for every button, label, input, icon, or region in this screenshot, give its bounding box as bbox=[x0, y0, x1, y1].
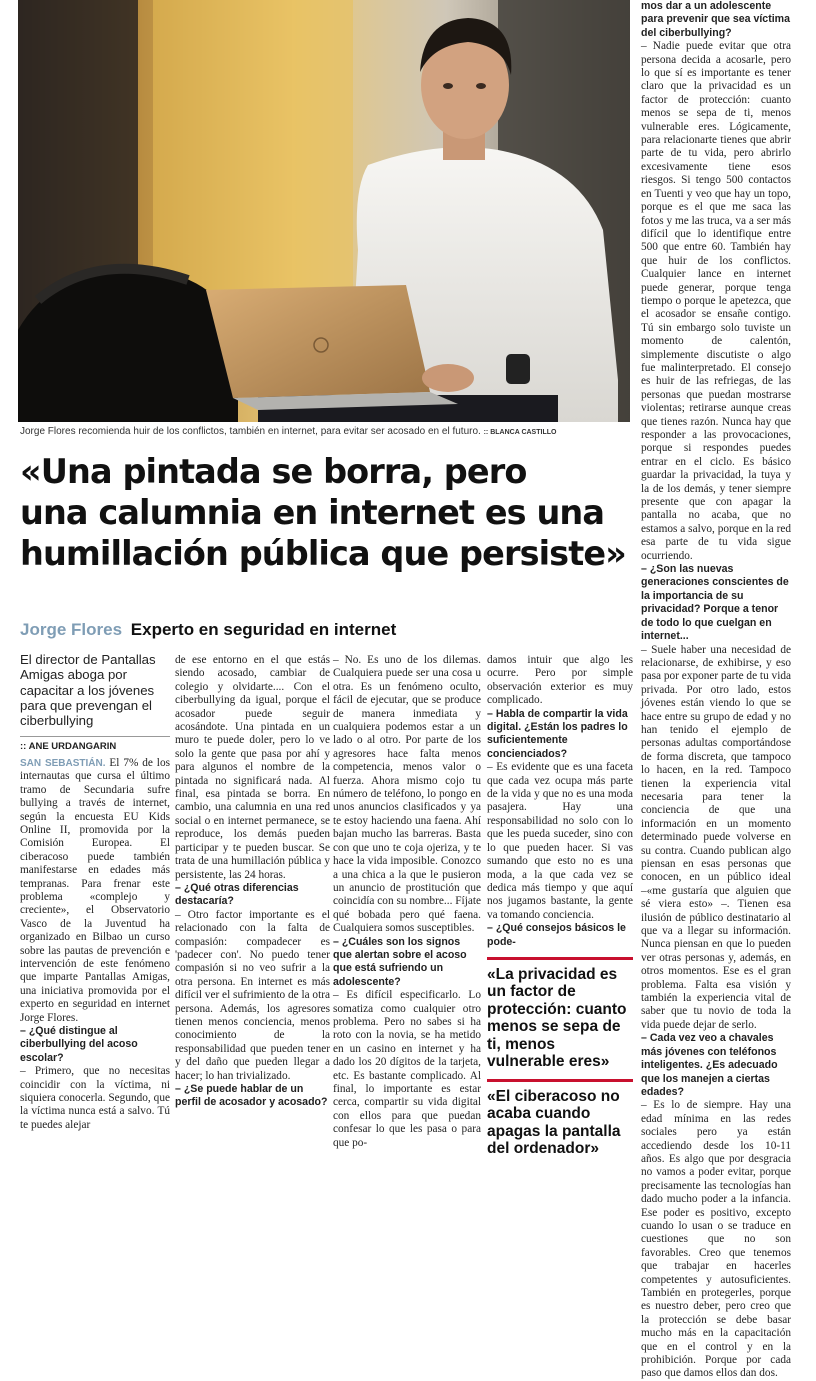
column-5 bbox=[641, 0, 791, 1381]
question: – ¿Cuáles son los signos que alertan sobre el acoso que está sufriendo un adolescente? bbox=[333, 935, 467, 988]
pull-quote: «El ciberacoso no acaba cuando apagas la pantalla del ordenador» bbox=[487, 1079, 633, 1158]
answer: – Suele haber una necesidad de relacionarse, de exhibirse, y eso pasa por exponer parte de tu vida privada. Por otro lado, estos jóvenes están viendo lo que se hace entre su grupo de edad y no han tenido el ejemplo de personas adultas comportándose de forma discreta, que tampoco lo hacen, en la red. Tampoco tienen la experiencia vital necesaria para tener la conciencia de que una información en un momento determinado puede volverse en su contra. Cuando publican algo piensan en esas personas que conocen, en un público ideal –«me gustaría que alguien que sé viera esto» –. Tienen esa ilusión de público destinatario al que va a llegar su información. Nunca piensan en que lo pueden ver otras personas y, además, en otros momentos. Ese es el gran problema. Falta esa visión y también la experiencia vital de saber que tu novio de toda la vida puede dejar de serlo. bbox=[641, 643, 791, 1031]
headline bbox=[20, 452, 626, 575]
question: mos dar a un adolescente para prevenir que sea víctima del ciberbullying? bbox=[641, 0, 790, 39]
question: – ¿Qué otras diferencias destacaría? bbox=[175, 881, 299, 908]
lead-text: El 7% de los internautas que cursa el último tramo de Secundaria sufre bullying a través de internet, según la encuesta EU Kids Online II, promovida por la Comisión Europea. El ciberacoso puede también manifestarse en edades más tempranas. Para frenar este problema «complejo y creciente», el Observatorio Vasco de la Juventud ha organizado en Bilbao un curso sobre las pautas de prevención e intervención de este fenómeno que imparte Pantallas Amigas, una iniciativa promovida por el experto en seguridad en internet Jorge Flores. bbox=[20, 756, 170, 1024]
answer: – Es lo de siempre. Hay una edad mínima en las redes sociales pero ya están accediendo desde los 10-11 años. Es algo que por desgracia no vamos a poder evitar, porque precisamente las tecnologías han dado mucho poder a la infancia. Ese poder es positivo, excepto cuando lo usan o se traduce en cuestiones que no son favorables. Creo que tenemos que trabajar en hacerles competentes y autosuficientes. También en protegerles, porque es nuestro deber, pero creo que la protección se debe basar mucho más en la capacitación que en el control y en la prohibición. Porque por cada paso que damos ellos dan dos. bbox=[641, 1099, 791, 1380]
column-1 bbox=[20, 652, 170, 1132]
byline-role: Experto en seguridad en internet bbox=[130, 620, 397, 639]
answer: damos intuir que algo les ocurre. Pero por simple observación exterior es muy complicado. bbox=[487, 654, 633, 707]
question: – Cada vez veo a chavales más jóvenes con teléfonos inteligentes. ¿Es adecuado que los manejen a ciertas edades? bbox=[641, 1032, 778, 1098]
photo-caption bbox=[20, 426, 630, 437]
dateline: SAN SEBASTIÁN. bbox=[20, 757, 106, 769]
answer: – Nadie puede evitar que otra persona decida a acosarle, pero lo que sí es importante es tener claro que la privacidad es un factor de protección: cuanto menos se sepa de ti, menos vulnerable eres. Lógicamente, para relacionarte tienes que abrir parte de tu vida, pero abrirlo excesivamente tiene esos riesgos. Si tengo 500 contactos en Tuenti y veo que hay un topo, porque es el que me saca las fotos y me las truca, va a ser más difícil que lo identifique entre 500 que entre 60. También hay que huir de los conflictos. Cualquier lance en internet puede generar, porque tenga tiempo o porque le apetezca, que el acosador se ensañe contigo. Tú sin embargo solo tuviste un momento de calentón, simplemente discutiste o algo fue malinterpretado. El consejo es huir de las refriegas, de las personas que puedan mostrarse violentas; retirarse aunque creas que tienes razón. Nunca hay que responder a las provocaciones, porque si respondes puedes entrar en el ciclo. Es básico guardar la privacidad, la tuya y la de los demás, y tener siempre presente que con apagar la pantalla no acaba, que no estamos a salvo, porque en la red esa parte de tu vida sigue ocurriendo. bbox=[641, 40, 791, 562]
question: – ¿Son las nuevas generaciones conscientes de la importancia de su privacidad? Porque a tenor de todo lo que cuelgan en internet... bbox=[641, 563, 789, 643]
photo-image bbox=[18, 0, 630, 422]
byline-name: Jorge Flores bbox=[20, 620, 123, 639]
byline bbox=[20, 620, 396, 640]
photo-credit: :: BLANCA CASTILLO bbox=[483, 429, 557, 436]
article-photo bbox=[18, 0, 630, 422]
headline-line-1: «Una pintada se borra, pero bbox=[20, 452, 527, 491]
question: – ¿Qué distingue al ciberbullying del acoso escolar? bbox=[20, 1025, 138, 1064]
caption-text: Jorge Flores recomienda huir de los conflictos, también en internet, para evitar ser acosado en el futuro. bbox=[20, 426, 481, 437]
answer: – No. Es uno de los dilemas. Cualquiera puede ser una cosa u otra. Es un fenómeno oculto, fácil de ejecutar, que se produce de manera inmediata y cualquiera podemos estar a un lado o al otro. Por parte de los agresores hace falta menos competencia, menos valor o fuerza. Ahora mismo cojo tu número de teléfono, lo pongo en unos anuncios clasificados y ya te estoy haciendo una faena. Ahí bajan mucho las barreras. Basta con que uno te coja ojeriza, y te hace la vida imposible. Conozco a una chica a la que le pusieron un anuncio de prostitución que coincidía con su nombre... Fíjate qué bobada pero qué faena. Cualquiera somos susceptibles. bbox=[333, 654, 481, 935]
answer: – Es evidente que es una faceta que cada vez ocupa más parte de la vida y que no es una moda pasajera. Hay una responsabilidad no solo con lo que les pueda suceder, sino con lo que pueden hacer. Si vas sumando que esto no es una moda, a la que cada vez se dedica más tiempo y que aquí nos jugamos bastante, la gente va tomando conciencia. bbox=[487, 761, 633, 921]
headline-line-3: humillación pública que persiste» bbox=[20, 533, 626, 573]
answer: – Otro factor importante es el relacionado con la falta de compasión: compadecer es 'padecer con'. No puedo tener compasión si no veo sufrir a la otra persona. En internet es más difícil ver el sufrimiento de la otra persona. Además, los agresores tienen menos conciencia, menos conocimiento de la responsabilidad que pueden tener y del daño que pueden llegar a hacer; lo han trivializado. bbox=[175, 908, 330, 1082]
column-3 bbox=[333, 654, 481, 1150]
standfirst: El director de Pantallas Amigas aboga por capacitar a los jóvenes para que prevengan el ciberbullying bbox=[20, 652, 156, 729]
answer: de ese entorno en el que estás siendo acosado, cambiar de colegio y olvidarte.... Con el ciberbullying da igual, porque el acosador puede seguir acosándote. Una pintada en un muro te puede doler, pero lo ve solo la gente que pasa por ahí y para algunos el nombre de la pintada no significará nada. Al final, esa pintada se borra. En cambio, una calumnia en una red social o en internet permanece, se reproduce, los demás pueden participar y te pueden buscar. Se trata de una humillación pública y persistente, las 24 horas. bbox=[175, 654, 330, 881]
column-2 bbox=[175, 654, 330, 1110]
question: – ¿Qué consejos básicos le pode- bbox=[487, 922, 626, 948]
author-credit: :: ANE URDANGARIN bbox=[20, 736, 170, 753]
lead-paragraph bbox=[20, 757, 170, 1025]
answer: – Primero, que no necesitas coincidir con la víctima, ni siquiera conocerla. Segundo, que la víctima nunca está a salvo. Tú te puedes alejar bbox=[20, 1065, 170, 1131]
column-4 bbox=[487, 654, 633, 1158]
pull-quote: «La privacidad es un factor de protección: cuanto menos se sepa de ti, menos vulnerable eres» bbox=[487, 957, 633, 1071]
headline-line-2: una calumnia en internet es una bbox=[20, 492, 605, 532]
answer: – Es difícil especificarlo. Lo somatiza como cualquier otro problema. Pero no sabes si ha roto con la novia, se ha metido en un casino en internet y ha dado los 20 dígitos de la tarjeta, etc. Es bastante complicado. Al final, lo importante es estar cerca, compartir su vida digital con ellos para que puedan confesar lo que les pasa o para que po- bbox=[333, 989, 481, 1149]
question: – ¿Se puede hablar de un perfil de acosador y acosado? bbox=[175, 1083, 328, 1109]
question: – Habla de compartir la vida digital. ¿Están los padres lo suficientemente concienciados? bbox=[487, 707, 628, 760]
